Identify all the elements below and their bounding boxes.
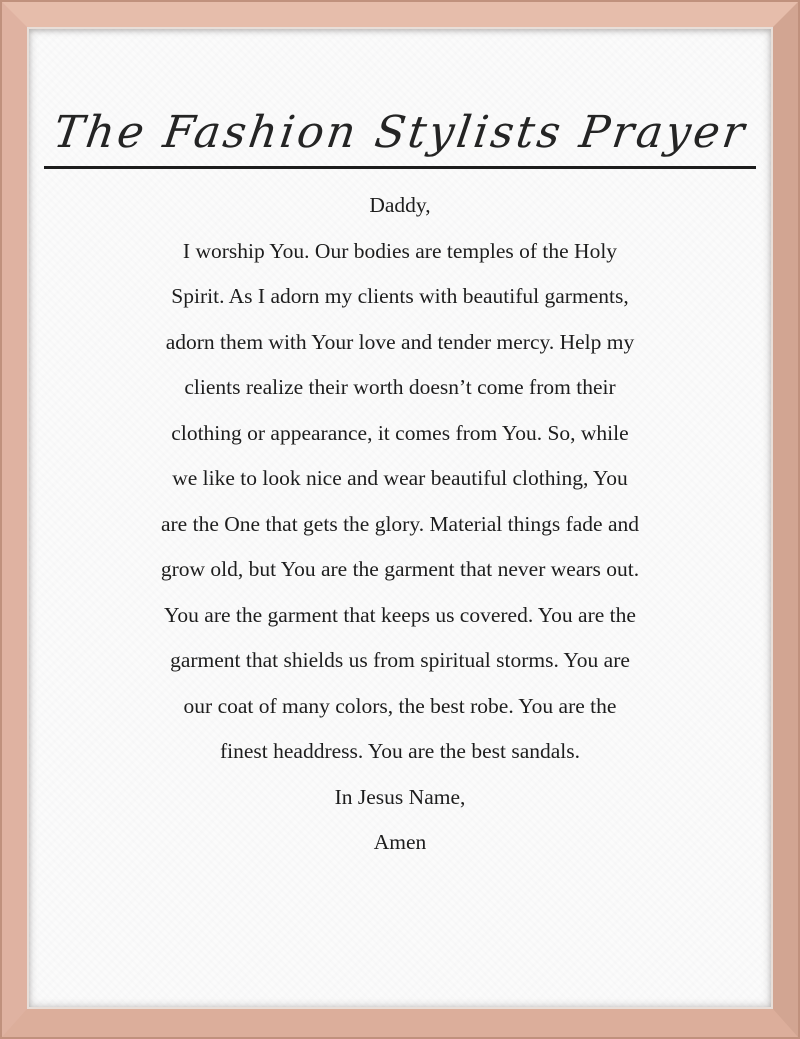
prayer-line: are the One that gets the glory. Material things fade and bbox=[160, 511, 639, 536]
prayer-line: Spirit. As I adorn my clients with beautiful garments, bbox=[171, 284, 629, 308]
title-underline bbox=[44, 107, 757, 169]
prayer-line: Amen bbox=[373, 830, 427, 854]
print-paper bbox=[27, 27, 773, 1009]
prayer-line: adorn them with Your love and tender mercy. Help my bbox=[165, 329, 635, 354]
prayer-line: I worship You. Our bodies are temples of the Holy bbox=[182, 238, 618, 263]
prayer-line: garment that shields us from spiritual storms. You are bbox=[170, 648, 630, 672]
prayer-line: clothing or appearance, it comes from You. So, while bbox=[171, 420, 629, 445]
prayer-line: our coat of many colors, the best robe. You are the bbox=[183, 693, 617, 718]
prayer-text bbox=[50, 183, 750, 866]
prayer-line: Daddy, bbox=[369, 193, 431, 217]
prayer-line: clients realize their worth doesn’t come from their bbox=[184, 375, 616, 399]
prayer-line: we like to look nice and wear beautiful clothing, You bbox=[172, 466, 628, 490]
prayer-line: grow old, but You are the garment that never wears out. bbox=[160, 557, 640, 581]
print-title: The Fashion Stylists Prayer bbox=[50, 107, 750, 158]
prayer-line: In Jesus Name, bbox=[334, 784, 466, 809]
picture-frame bbox=[2, 2, 798, 1037]
prayer-line: finest headdress. You are the best sandals. bbox=[219, 739, 581, 763]
prayer-line: You are the garment that keeps us covered. You are the bbox=[164, 602, 636, 627]
